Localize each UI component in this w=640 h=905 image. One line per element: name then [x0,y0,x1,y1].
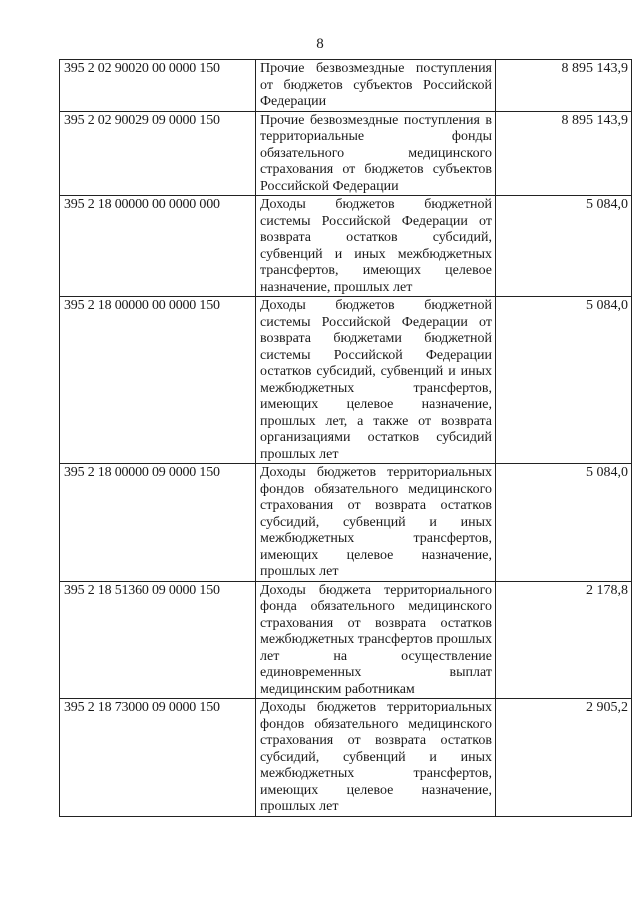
table-row [60,297,632,464]
table-row [60,111,632,196]
table-row [60,699,632,817]
revenue-name: Доходы бюджетов бюджетной системы Российской Федерации от возврата бюджетами бюджетной системы Российской Федерации остатков субсидий, субвенций и иных межбюджетных трансфертов, имеющих целевое назначение, прошлых лет, а также от возврата организациями остатков субсидий прошлых лет [256,297,496,464]
amount: 5 084,0 [496,196,632,297]
amount: 5 084,0 [496,297,632,464]
revenue-name: Прочие безвозмездные поступления от бюджетов субъектов Российской Федерации [256,60,496,112]
budget-code: 395 2 02 90029 09 0000 150 [60,111,256,196]
budget-code: 395 2 02 90020 00 0000 150 [60,60,256,112]
budget-code: 395 2 18 00000 09 0000 150 [60,464,256,582]
revenue-name: Доходы бюджетов территориальных фондов обязательного медицинского страхования от возврата остатков субсидий, субвенций и иных межбюджетных трансфертов, имеющих целевое назначение, прошлых лет [256,464,496,582]
budget-code: 395 2 18 51360 09 0000 150 [60,581,256,699]
amount: 2 905,2 [496,699,632,817]
amount: 5 084,0 [496,464,632,582]
page-number: 8 [316,36,324,52]
amount: 8 895 143,9 [496,111,632,196]
table-row [60,60,632,112]
revenue-name: Доходы бюджетов бюджетной системы Российской Федерации от возврата остатков субсидий, субвенций и иных межбюджетных трансфертов, имеющих целевое назначение, прошлых лет [256,196,496,297]
revenue-name: Доходы бюджетов территориальных фондов обязательного медицинского страхования от возврата остатков субсидий, субвенций и иных межбюджетных трансфертов, имеющих целевое назначение, прошлых лет [256,699,496,817]
amount: 8 895 143,9 [496,60,632,112]
budget-code: 395 2 18 00000 00 0000 000 [60,196,256,297]
budget-revenue-table [59,59,632,817]
table-row [60,581,632,699]
revenue-name: Доходы бюджета территориального фонда обязательного медицинского страхования от возврата остатков межбюджетных трансфертов прошлых лет на осуществление единовременных выплат медицинским работникам [256,581,496,699]
budget-code: 395 2 18 00000 00 0000 150 [60,297,256,464]
amount: 2 178,8 [496,581,632,699]
revenue-name: Прочие безвозмездные поступления в территориальные фонды обязательного медицинского страхования от бюджетов субъектов Российской Федерации [256,111,496,196]
budget-code: 395 2 18 73000 09 0000 150 [60,699,256,817]
table-row [60,196,632,297]
table-row [60,464,632,582]
